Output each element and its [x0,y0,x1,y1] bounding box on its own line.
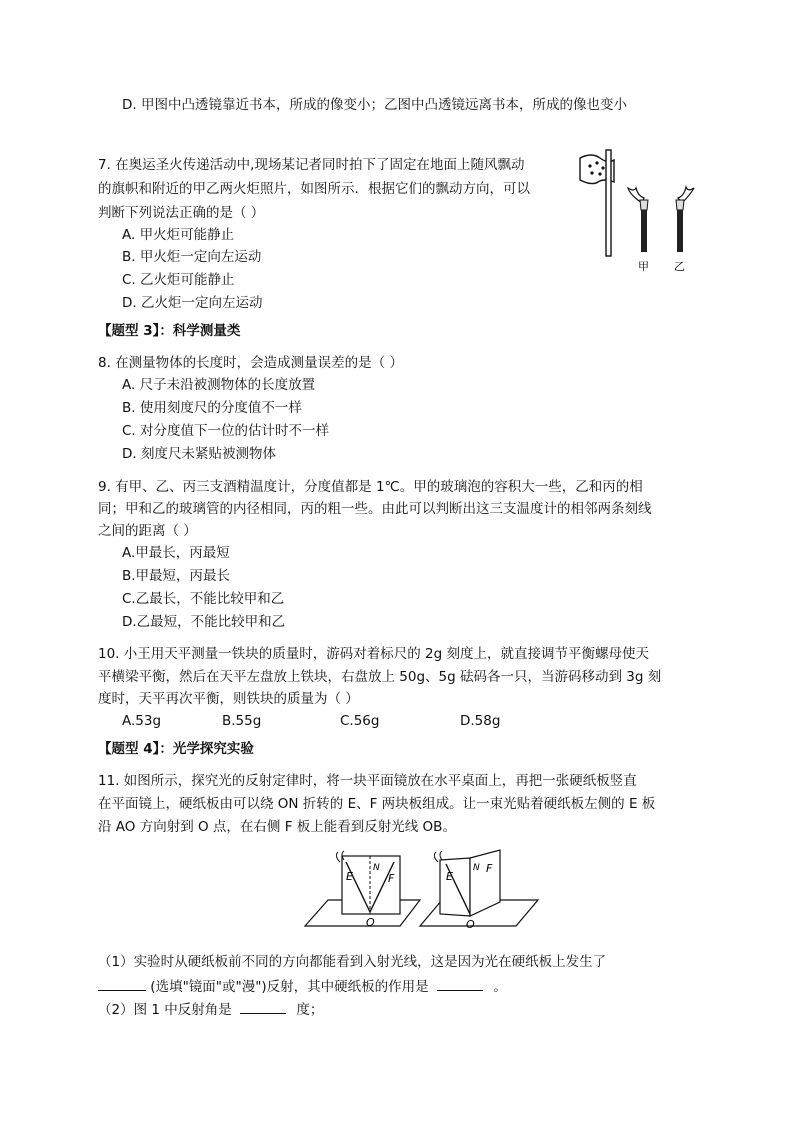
q11-sub2-text-a: （2）图 1 中反射角是 [98,1002,232,1018]
q11-sub1-text-a: (选填"镜面"或"漫")反射，其中硬纸板的作用是 [150,979,429,995]
q9-option-a: A.甲最长，丙最短 [122,545,230,561]
q10-option-d: D.58g [460,713,501,729]
q7-option-a: A. 甲火炬可能静止 [122,227,235,243]
q7-option-c: C. 乙火炬可能静止 [122,272,235,288]
q6-option-d: D. 甲图中凸透镜靠近书本，所成的像变小；乙图中凸透镜远离书本，所成的像也变小 [122,97,627,113]
q11-reflection-figure [300,848,540,938]
q11-sub1-line1: （1）实验时从硬纸板前不同的方向都能看到入射光线，这是因为光在硬纸板上发生了 [98,954,607,970]
section-4-heading: 【题型 4】：光学探究实验 [98,741,254,757]
q8-option-c: C. 对分度值下一位的估计时不一样 [122,423,330,439]
flag-icon [580,150,614,256]
q11-sub2-text-b: 度； [296,1002,324,1018]
fig1-label-e: E [346,870,353,883]
q11-sub1-text-b: 。 [493,979,507,995]
q9-stem-line3: 之间的距离（ ） [98,523,197,539]
q9-stem-line1: 9. 有甲、乙、丙三支酒精温度计，分度值都是 1℃。甲的玻璃泡的容积大一些，乙和丙的相 [98,479,643,495]
q10-option-b: B.55g [222,713,262,729]
q9-option-b: B.甲最短，丙最长 [122,568,231,584]
q11-sub2 [98,999,323,1019]
figure-1-setup [305,851,420,926]
answer-blank-2[interactable] [437,976,483,991]
q7-stem-line1: 7. 在奥运圣火传递活动中,现场某记者同时拍下了固定在地面上随风飘动 [98,157,525,173]
fig2-label-e: E [446,870,453,883]
q9-option-c: C.乙最长，不能比较甲和乙 [122,591,285,607]
q7-option-d: D. 乙火炬一定向左运动 [122,295,263,311]
answer-blank-3[interactable] [240,999,286,1014]
q7-flag-torch-figure [570,140,710,280]
q9-option-d: D.乙最短，不能比较甲和乙 [122,614,286,630]
fig1-label-f: F [388,872,395,885]
q10-stem-line1: 10. 小王用天平测量一铁块的质量时，游码对着标尺的 2g 刻度上，就直接调节平衡螺母使天 [98,646,650,662]
fig2-label-f: F [486,862,493,875]
section-3-heading: 【题型 3】：科学测量类 [98,323,241,339]
fig1-label-o: O [366,916,375,929]
q8-stem: 8. 在测量物体的长度时，会造成测量误差的是（ ） [98,355,403,371]
answer-blank-1[interactable] [98,976,146,991]
q10-option-c: C.56g [340,713,380,729]
q10-stem-line3: 度时，天平再次平衡，则铁块的质量为（ ） [98,691,359,707]
q11-stem-line1: 11. 如图所示，探究光的反射定律时，将一块平面镜放在水平桌面上，再把一张硬纸板竖直 [98,773,637,789]
q10-stem-line2: 平横梁平衡，然后在天平左盘放上铁块，右盘放上 50g、5g 砝码各一只，当游码移动到 3g 刻 [98,669,662,685]
torch-yi-icon [676,187,694,252]
q7-option-b: B. 甲火炬一定向左运动 [122,249,262,265]
torch-jia-icon [628,188,648,252]
label-yi: 乙 [674,260,685,273]
q8-option-b: B. 使用刻度尺的分度值不一样 [122,400,302,416]
fig2-label-o: O [466,918,475,931]
label-jia: 甲 [638,260,649,273]
fig2-label-n: N [473,863,480,873]
q8-option-d: D. 刻度尺未紧贴被测物体 [122,446,276,462]
q9-stem-line2: 同；甲和乙的玻璃管的内径相同，丙的粗一些。由此可以判断出这三支温度计的相邻两条刻线 [98,501,652,517]
q10-option-a: A.53g [122,713,162,729]
q7-stem-line3: 判断下列说法正确的是（ ） [98,205,265,221]
q8-option-a: A. 尺子未沿被测物体的长度放置 [122,377,316,393]
figure-2-setup [420,850,538,926]
q11-stem-line2: 在平面镜上，硬纸板由可以绕 ON 折转的 E、F 两块板组成。让一束光贴着硬纸板左侧的 E 板 [98,796,656,812]
fig1-label-n: N [373,863,380,873]
q11-sub1-line2 [98,976,507,996]
q11-stem-line3: 沿 AO 方向射到 O 点，在右侧 F 板上能看到反射光线 OB。 [98,819,456,835]
q7-stem-line2: 的旗帜和附近的甲乙两火炬照片，如图所示．根据它们的飘动方向，可以 [98,181,530,197]
